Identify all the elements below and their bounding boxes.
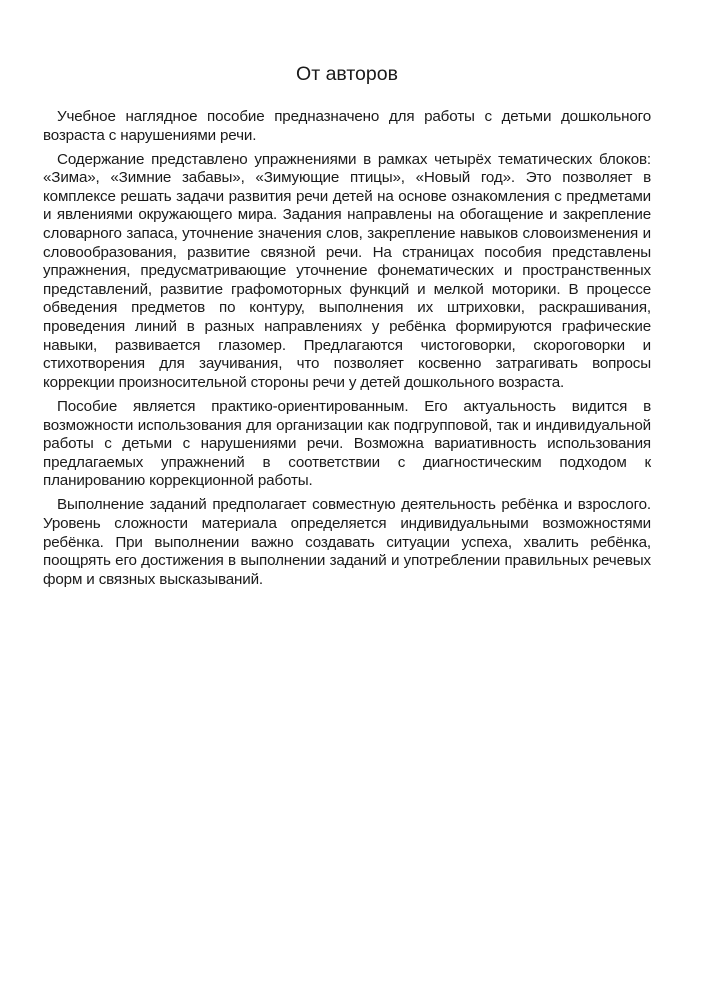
document-page — [43, 62, 651, 595]
paragraph-execution: Выполнение заданий предполагает совместную деятельность ребёнка и взрослого. Уровень сложности материала определяется индивидуальными возможностями ребёнка. При выполнении важно создавать ситуации успеха, хвалить ребёнка, поощрять его достижения в выполнении заданий и употреблении правильных речевых форм и связных высказываний. — [43, 496, 651, 588]
page-title: От авторов — [296, 63, 398, 85]
paragraph-content: Содержание представлено упражнениями в рамках четырёх тематических блоков: «Зима», «Зимние забавы», «Зимующие птицы», «Новый год». Это позволяет в комплексе решать задачи развития речи детей на основе ознакомления с предметами и явлениями окружающего мира. Задания направлены на обогащение и закрепление словарного запаса, уточнение значения слов, закрепление навыков словоизменения и словообразования, развитие связной речи. На страницах пособия представлены упражнения, предусматривающие уточнение фонематических и пространственных представлений, развитие графомоторных функций и мелкой моторики. В процессе обведения предметов по контуру, выполнения их штриховки, раскрашивания, проведения линий в разных направлениях у ребёнка формируются графические навыки, развивается глазомер. Предлагаются чистоговорки, скороговорки и стихотворения для заучивания, что позволяет косвенно затрагивать вопросы коррекции произносительной стороны речи у детей дошкольного возраста. — [43, 150, 651, 391]
paragraph-intro: Учебное наглядное пособие предназначено для работы с детьми дошкольного возраста с нарушениями речи. — [43, 108, 651, 144]
paragraph-relevance: Пособие является практико-ориентированным. Его актуальность видится в возможности использования для организации как подгрупповой, так и индивидуальной работы с детьми с нарушениями речи. Возможна вариативность использования предлагаемых упражнений в соответствии с диагностическим подходом к планированию коррекционной работы. — [43, 397, 651, 490]
